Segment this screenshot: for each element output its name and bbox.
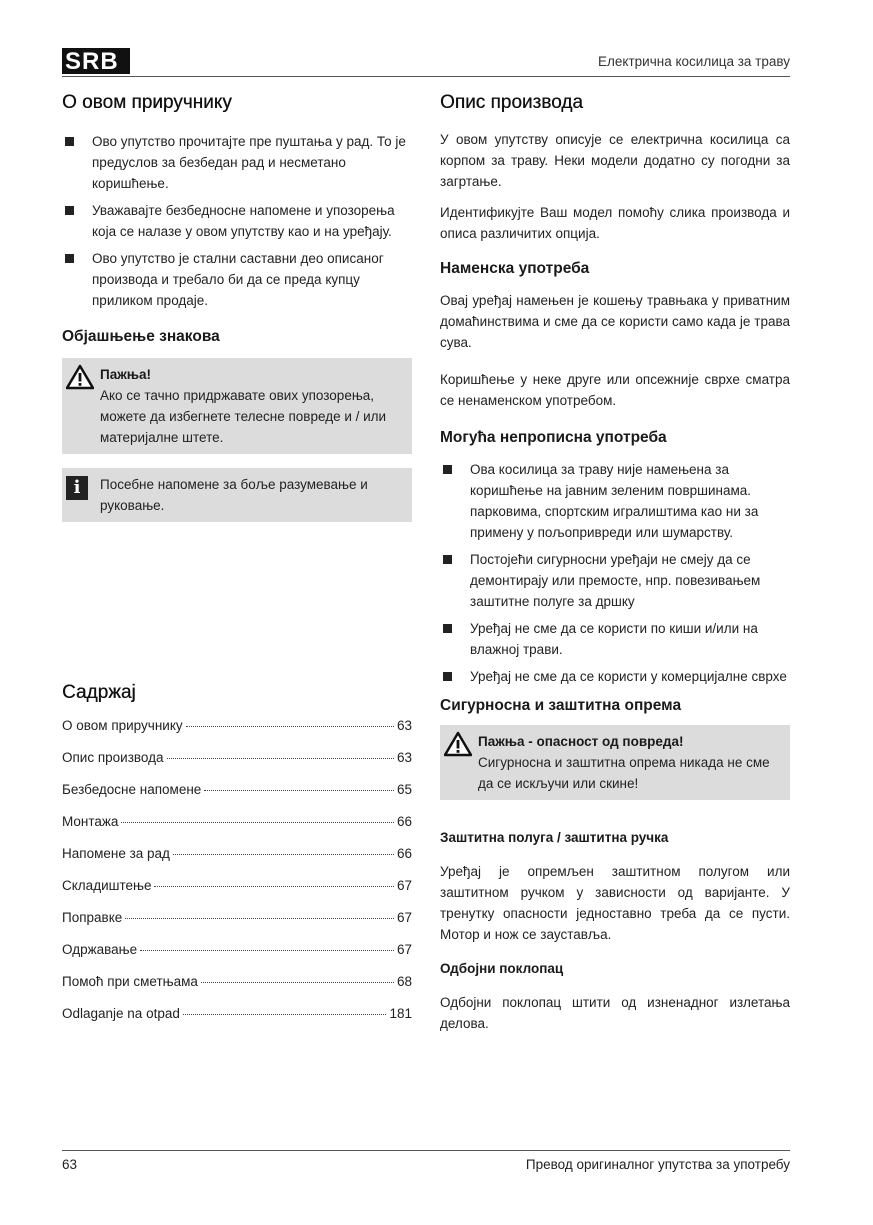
safety-warning-title: Пажња - опасност од повреда! <box>478 734 684 749</box>
list-item: Уређај не сме да се користи по киши и/или на влажној трави. <box>440 618 790 660</box>
footer-text: Превод оригиналног упутства за употребу <box>525 1157 790 1172</box>
right-column <box>440 92 790 1034</box>
list-item: Ова косилица за траву није намењена за коришћење на јавним зеленим површинама. парковима, спортским игралиштима као ни за примену у пољопривреди или шумарству. <box>440 459 790 543</box>
misuse-title: Могућа непрописна употреба <box>440 429 667 446</box>
description-paragraph: У овом упутству описује се електрична косилица са корпом за траву. Неки модели додатно су погодни за загртање. <box>440 132 790 189</box>
warning-title: Пажња! <box>100 367 152 382</box>
bullet-square-icon <box>65 254 74 263</box>
toc-row[interactable]: Поправке 67 <box>62 910 412 925</box>
header-title: Електрична косилица за траву <box>598 54 790 69</box>
bullet-square-icon <box>443 672 452 681</box>
intended-use-paragraph: Коришћење у неке друге или опсежније сврхе сматра се ненаменском употребом. <box>440 372 790 408</box>
toc-row[interactable]: Напомене за рад 66 <box>62 846 412 861</box>
page-header <box>62 48 790 77</box>
intended-use-paragraph: Овај уређај намењен је кошењу травњака у приватним домаћинствима и сме да се користи само када је трава сува. <box>440 293 790 350</box>
bullet-square-icon <box>443 624 452 633</box>
warning-box <box>62 358 412 454</box>
description-paragraph: Идентификујте Ваш модел помоћу слика производа и описа различитих опција. <box>440 205 790 241</box>
left-column <box>62 92 412 1021</box>
warning-text: Ако се тачно придржавате ових упозорења, можете да избегнете телесне повреде и / или материјалне штете. <box>100 388 387 445</box>
deflector-paragraph: Одбојни поклопац штити од изненадног излетања делова. <box>440 995 790 1031</box>
info-icon: i <box>66 476 88 500</box>
toc-row[interactable]: Odlaganje na otpad 181 <box>62 1006 412 1021</box>
bullet-square-icon <box>443 465 452 474</box>
lever-paragraph: Уређај је опремљен заштитном полугом или заштитном ручком у зависности од варијанте. У тренутку опасности једноставно треба да се пусти. Мотор и нож се зауставља. <box>440 864 790 942</box>
lever-title: Заштитна полуга / заштитна ручка <box>440 830 669 845</box>
toc-row[interactable]: Помоћ при сметњама 68 <box>62 974 412 989</box>
bullet-square-icon <box>65 137 74 146</box>
table-of-contents <box>62 718 412 1038</box>
symbols-title: Објашњење знакова <box>62 328 220 345</box>
about-title: О овом приручнику <box>62 92 232 113</box>
language-badge: SRB <box>62 48 130 74</box>
toc-row[interactable]: Складиштење 67 <box>62 878 412 893</box>
list-item: Ово упутство је стални саставни део описаног производа и требало би да се преда купцу приликом продаје. <box>62 248 412 311</box>
misuse-bullet-list <box>440 459 790 687</box>
page-footer <box>62 1150 790 1172</box>
bullet-square-icon <box>443 555 452 564</box>
safety-warning-box <box>440 725 790 800</box>
toc-row[interactable]: Одржавање 67 <box>62 942 412 957</box>
toc-title: Садржај <box>62 682 136 703</box>
warning-triangle-icon <box>66 364 94 390</box>
toc-row[interactable]: Опис производа 63 <box>62 750 412 765</box>
safety-warning-text: Сигурносна и заштитна опрема никада не сме да се искључи или скине! <box>478 755 770 791</box>
list-item: Уважавајте безбедносне напомене и упозорења која се налазе у овом упутству као и на уређају. <box>62 200 412 242</box>
list-item: Постојећи сигурносни уређаји не смеју да се демонтирају или премосте, нпр. повезивањем заштитне полуге за дршку <box>440 549 790 612</box>
list-item: Уређај не сме да се користи у комерцијалне сврхе <box>440 666 790 687</box>
about-bullet-list <box>62 131 412 311</box>
safety-equipment-title: Сигурносна и заштитна опрема <box>440 697 682 714</box>
toc-row[interactable]: Монтажа 66 <box>62 814 412 829</box>
warning-triangle-icon <box>444 731 472 757</box>
toc-row[interactable]: О овом приручнику 63 <box>62 718 412 733</box>
info-text: Посебне напомене за боље разумевање и руковање. <box>100 477 368 513</box>
deflector-title: Одбојни поклопац <box>440 961 564 976</box>
list-item: Ово упутство прочитајте пре пуштања у рад. То је предуслов за безбедан рад и несметано коришћење. <box>62 131 412 194</box>
info-box <box>62 468 412 522</box>
page-number: 63 <box>62 1157 78 1172</box>
description-title: Опис производа <box>440 92 583 113</box>
intended-use-title: Наменска употреба <box>440 260 590 277</box>
bullet-square-icon <box>65 206 74 215</box>
toc-row[interactable]: Безбедосне напомене 65 <box>62 782 412 797</box>
